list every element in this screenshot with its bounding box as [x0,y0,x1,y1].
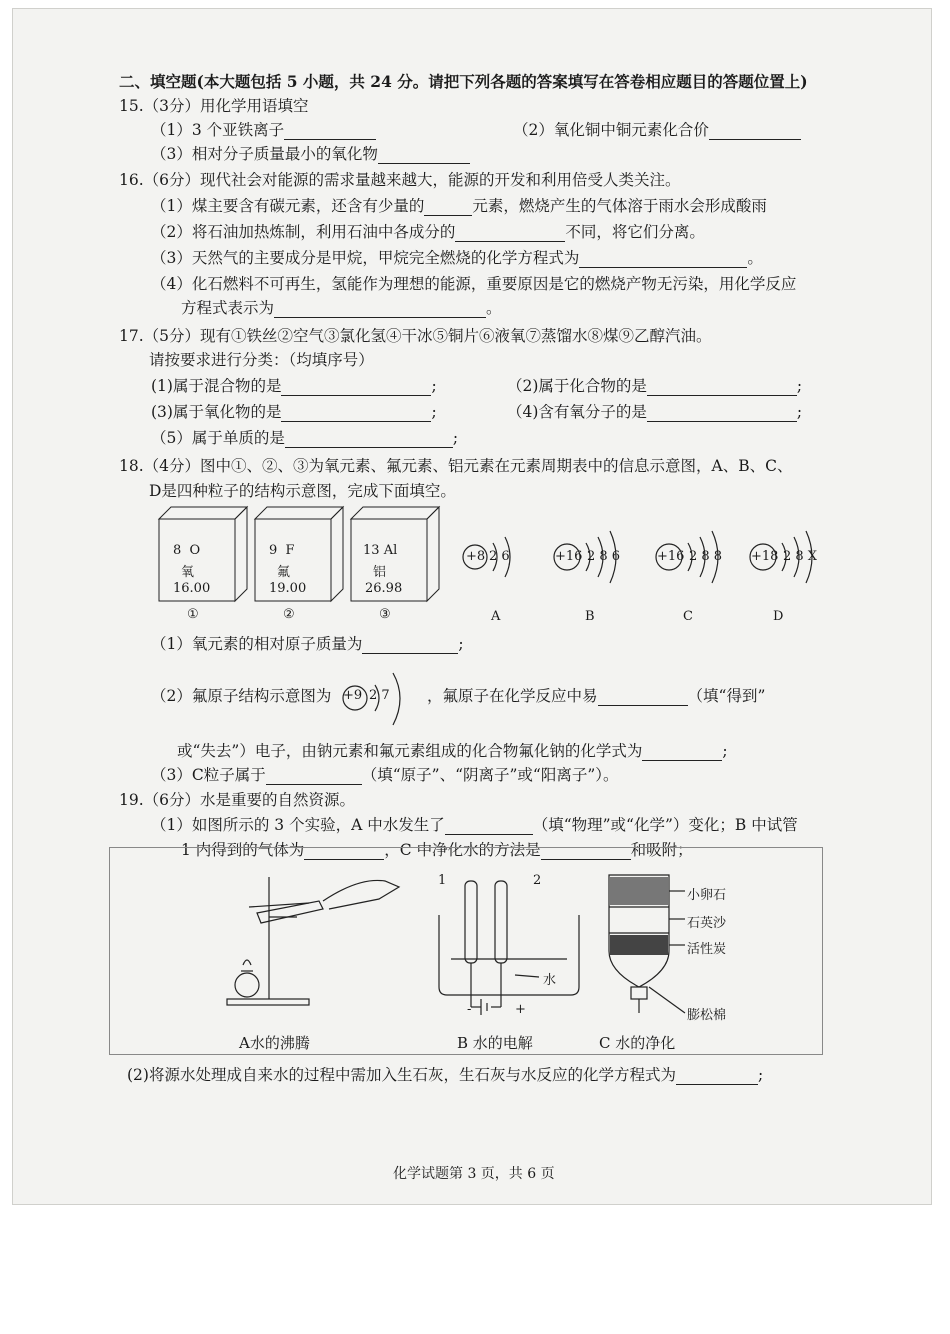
q16-part2: （2）将石油加热炼制，利用石油中各成分的 不同，将它们分离。 [151,223,705,241]
answer-blank[interactable] [445,818,533,835]
q18-part2: （2）氟原子结构示意图为 [151,687,332,705]
answer-blank[interactable] [285,431,453,448]
filter-layer-pebbles: 小卵石 [687,888,727,903]
answer-blank[interactable] [598,689,688,706]
q17-instr: 请按要求进行分类：（均填序号） [149,351,374,369]
q15-part3: （3）相对分子质量最小的氧化物 [151,144,470,164]
answer-blank[interactable] [284,123,376,140]
section-title: 二、填空题(本大题包括 5 小题，共 24 分。请把下列各题的答案填写在答卷相应题目的答题位置上) [119,72,808,91]
answer-blank[interactable] [281,405,431,422]
figure-a-boiling [227,877,399,1005]
answer-blank[interactable] [709,123,801,140]
filter-layer-sand: 石英沙 [687,916,727,931]
positive-terminal: + [515,1002,526,1017]
answer-blank[interactable] [266,768,362,785]
answer-blank[interactable] [424,199,472,216]
filter-layer-cotton: 膨松棉 [687,1008,727,1023]
q17-part5: （5）属于单质的是 ; [151,429,459,447]
q17-part3: (3)属于氧化物的是 ; [151,403,437,421]
answer-blank[interactable] [647,405,797,422]
q18-title: 18.（4分）图中①、②、③为氧元素、氟元素、铝元素在元素周期表中的信息示意图，A、B、C、 [119,457,793,475]
q16-part4: （4）化石燃料不可再生，氢能作为理想的能源，重要原因是它的燃烧产物无污染，用化学反应 [151,275,797,293]
q17-part1: (1)属于混合物的是 ; [151,377,437,395]
q18-part1: （1）氧元素的相对原子质量为 ; [151,635,464,653]
q17-title: 17.（5分）现有①铁丝②空气③氯化氢④干冰⑤铜片⑥液氧⑦蒸馏水⑧煤⑨乙醇汽油。 [119,327,712,345]
answer-blank[interactable] [274,301,486,318]
q17-part4: （4)含有氧分子的是 ; [507,403,803,421]
q15-part1: （1）3 个亚铁离子 [151,120,376,140]
figure-b-caption: B 水的电解 [457,1034,533,1052]
page-footer: 化学试题第 3 页，共 6 页 [393,1166,555,1182]
answer-blank[interactable] [676,1068,758,1085]
q15-title: 15.（3分）用化学用语填空 [119,97,309,115]
q15-part2: （2）氧化铜中铜元素化合价 [513,120,801,140]
answer-blank[interactable] [378,147,470,164]
tube-2-label: 2 [533,873,542,888]
answer-blank[interactable] [281,379,431,396]
filter-layers [610,877,668,955]
q18-part2-c: 或“失去”）电子，由钠元素和氟元素组成的化合物氟化钠的化学式为 ; [177,742,728,760]
answer-blank[interactable] [362,637,458,654]
figure-b-electrolysis [439,881,579,1015]
q18-part2-b: ，氟原子在化学反应中易 （填“得到” [427,687,766,705]
figure-a-caption: A水的沸腾 [239,1034,310,1052]
q17-part2: （2)属于化合物的是 ; [507,377,803,395]
water-label: 水 [543,973,557,988]
answer-blank[interactable] [455,225,565,242]
answer-blank[interactable] [647,379,797,396]
q18-part3: （3）C粒子属于 （填“原子”、“阴离子”或“阳离子”）。 [151,766,619,784]
q19-part1-cont: 1 内得到的气体为 ，C 中净化水的方法是 和吸附； [181,841,693,859]
q16-title: 16.（6分）现代社会对能源的需求量越来越大，能源的开发和利用倍受人类关注。 [119,171,681,189]
q19-part2: (2)将源水处理成自来水的过程中需加入生石灰，生石灰与水反应的化学方程式为 ; [127,1066,764,1084]
q16-part3: （3）天然气的主要成分是甲烷，甲烷完全燃烧的化学方程式为 。 [151,249,763,267]
exam-page: 二、填空题(本大题包括 5 小题，共 24 分。请把下列各题的答案填写在答卷相应题目的答题位置上) 15.（3分）用化学用语填空 （1）3 个亚铁离子 （2）氧化铜中铜元素化合价 （3）相对分子质量最小的氧化物 16.（6分）现代社会对能源的需求量越来越大，能源的开发和利用倍受人类关注。 （1）煤主要含有碳元素，还含有少量的 元素，燃烧产生的气体溶于雨水会形成酸雨 （2）将石油加热炼制，利用石油中各成分的 不同，将它们分离。 （3）天然气的主要成分是甲烷，甲烷完全燃烧的化学方程式为 。 （4）化石燃料不可再生，氢能作为理想的能源，重要原因是它的燃烧产物无污染，用化学反应 方程式表示为 。 17.（5分）现有①铁丝②空气③氯化氢④干冰⑤铜片⑥液氧⑦蒸馏水⑧煤⑨乙醇汽油。 请按要求进行分类：（均填序号） (1)属于混合物的是 ; （2)属于化合物的是 ; (3)属于氧化物的是 ; （4)含有氧分子的是 ; （5）属于单质的是 ; 18.（4分）图中①、②、③为氧元素、氟元素、铝元素在元素周期表中的信息示意图，A、B、C、 D是四种粒子的结构示意图，完成下面填空。 8 O 氧 16.00 ① 9 F 氟 19.00 ② 13 Al 铝 26.98 ③ +8 2 6 A +16 2 8 6 B +16 2 8 8 C +18 2 8 X D （1）氧元素的相对原子质量为 ; （2）氟原子结构示意图为 +9 2 7 ，氟原子在化学反应中易 （填“得到” 或“失去”）电子，由钠元素和氟元素组成的化合物氟化钠的化学式为 ; （3）C粒子属于 （填“原子”、“阴离子”或“阳离子”）。 19.（6分）水是重要的自然资源。 （1）如图所示的 3 个实验，A 中水发生了 （填“物理”或“化学”）变化；B 中试管 1 内得到的气体为 ，C 中净化水的方法是 和吸附； A水的沸腾 B 水的电解 C 水的净化 1 2 水 - + 小卵石 石英沙 活性炭 膨松棉 (2)将源水处理成自来水的过程中需加入生石灰，生石灰与水反应的化学方程式为 ; 化学试题第 3 页，共 6 页 [12,8,932,1205]
q19-part1: （1）如图所示的 3 个实验，A 中水发生了 （填“物理”或“化学”）变化；B 中试管 [151,816,798,834]
q19-title: 19.（6分）水是重要的自然资源。 [119,791,356,809]
filter-layer-carbon: 活性炭 [687,942,727,957]
answer-blank[interactable] [579,251,747,268]
answer-blank[interactable] [642,744,722,761]
q18-title-cont: D是四种粒子的结构示意图，完成下面填空。 [149,482,456,500]
tube-1-label: 1 [438,873,447,888]
negative-terminal: - [467,1002,472,1017]
q16-part4-cont: 方程式表示为 。 [181,299,502,317]
q16-part1: （1）煤主要含有碳元素，还含有少量的 元素，燃烧产生的气体溶于雨水会形成酸雨 [151,197,767,215]
figure-c-caption: C 水的净化 [599,1034,676,1052]
